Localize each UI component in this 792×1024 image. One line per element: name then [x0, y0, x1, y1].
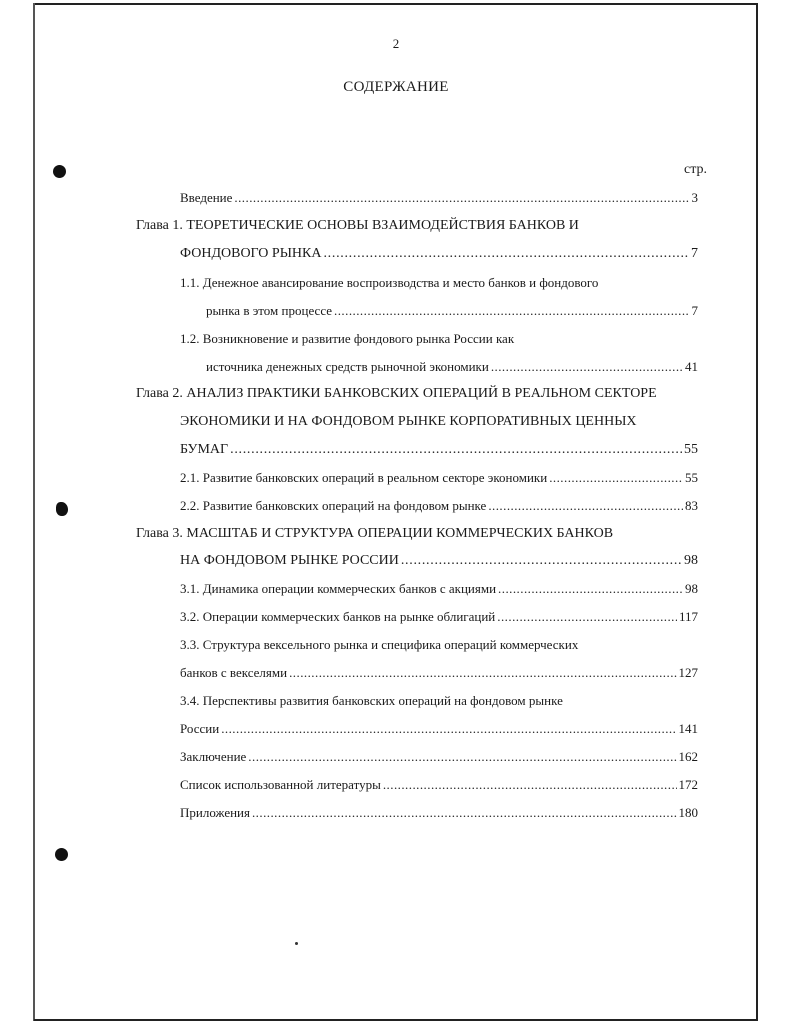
toc-chapter-2[interactable]: [180, 442, 698, 458]
toc-leader-dots: [289, 665, 676, 681]
page-column-label: стр.: [684, 162, 708, 177]
toc-entry-appendices[interactable]: [180, 805, 698, 821]
toc-leader-dots: [248, 749, 676, 765]
toc-entry-page: 55: [684, 442, 698, 457]
toc-entry-page: 127: [678, 665, 698, 680]
toc-leader-dots: [383, 777, 677, 793]
binder-hole-mark: [53, 165, 66, 178]
toc-leader-dots: [230, 442, 682, 458]
toc-entry-text: БУМАГ: [180, 442, 229, 457]
page-number: 2: [392, 36, 400, 51]
toc-entry-intro[interactable]: [180, 190, 698, 206]
toc-entry-text: 3.1. Динамика операции коммерческих банков с акциями: [180, 581, 497, 596]
toc-entry-conclusion[interactable]: [180, 749, 698, 765]
toc-entry-page: 141: [678, 721, 698, 736]
toc-entry-text: Заключение: [180, 749, 247, 764]
toc-entry-text: 2.2. Развитие банковских операций на фондовом рынке: [180, 498, 487, 513]
toc-entry-text: 3.2. Операции коммерческих банков на рынке облигаций: [180, 609, 496, 624]
toc-entry-page: 55: [685, 470, 698, 485]
toc-leader-dots: [221, 721, 676, 737]
scan-border-right: [756, 3, 758, 1021]
toc-entry-text: 2.1. Развитие банковских операций в реальном секторе экономики: [180, 470, 548, 485]
scan-speck: [295, 942, 298, 945]
toc-leader-dots: [488, 498, 683, 514]
toc-entry-page: 180: [678, 805, 698, 820]
toc-section-2-1[interactable]: [180, 470, 698, 486]
toc-chapter-3-line1[interactable]: Глава 3. МАСШТАБ И СТРУКТУРА ОПЕРАЦИИ КОММЕРЧЕСКИХ БАНКОВ: [136, 526, 614, 541]
toc-entry-page: 41: [685, 359, 698, 374]
scan-border-bottom: [34, 1019, 758, 1021]
toc-entry-page: 7: [691, 303, 698, 318]
toc-leader-dots: [234, 190, 689, 206]
page-title: СОДЕРЖАНИЕ: [343, 79, 449, 95]
toc-entry-text: ФОНДОВОГО РЫНКА: [180, 246, 322, 261]
toc-leader-dots: [549, 470, 683, 486]
toc-entry-text: НА ФОНДОВОМ РЫНКЕ РОССИИ: [180, 553, 399, 568]
toc-entry-references[interactable]: [180, 777, 698, 793]
toc-section-1-1-line1[interactable]: 1.1. Денежное авансирование воспроизводства и место банков и фондового: [180, 275, 599, 290]
toc-entry-text: Приложения: [180, 805, 250, 820]
toc-entry-text: источника денежных средств рыночной экономики: [206, 359, 489, 374]
toc-leader-dots: [252, 805, 677, 821]
toc-entry-page: 98: [684, 553, 698, 568]
toc-chapter-2-line1[interactable]: Глава 2. АНАЛИЗ ПРАКТИКИ БАНКОВСКИХ ОПЕРАЦИЙ В РЕАЛЬНОМ СЕКТОРЕ: [136, 386, 657, 401]
toc-section-2-2[interactable]: [180, 498, 698, 514]
toc-section-3-4-line1[interactable]: 3.4. Перспективы развития банковских операций на фондовом рынке: [180, 693, 563, 708]
toc-chapter-3[interactable]: [180, 553, 698, 569]
toc-section-3-4[interactable]: [180, 721, 698, 737]
scan-border-left: [33, 3, 35, 1021]
toc-leader-dots: [497, 609, 677, 625]
binder-hole-mark: [55, 848, 68, 861]
toc-entry-page: 162: [678, 749, 698, 764]
toc-leader-dots: [401, 553, 682, 569]
toc-chapter-1[interactable]: [180, 246, 698, 262]
toc-entry-page: 7: [691, 246, 698, 261]
toc-entry-text: банков с векселями: [180, 665, 288, 680]
toc-entry-page: 117: [678, 609, 698, 624]
toc-leader-dots: [498, 581, 683, 597]
toc-entry-page: 3: [691, 190, 698, 205]
toc-leader-dots: [491, 359, 683, 375]
toc-section-3-1[interactable]: [180, 581, 698, 597]
toc-leader-dots: [323, 246, 689, 262]
toc-section-1-2-line1[interactable]: 1.2. Возникновение и развитие фондового рынка России как: [180, 331, 515, 346]
toc-entry-text: рынка в этом процессе: [206, 303, 333, 318]
toc-leader-dots: [334, 303, 689, 319]
toc-entry-page: 83: [685, 498, 698, 513]
toc-section-3-2[interactable]: [180, 609, 698, 625]
toc-section-1-1[interactable]: [206, 303, 698, 319]
toc-entry-page: 98: [685, 581, 698, 596]
toc-entry-text: России: [180, 721, 220, 736]
toc-entry-page: 172: [678, 777, 698, 792]
toc-chapter-2-line2[interactable]: ЭКОНОМИКИ И НА ФОНДОВОМ РЫНКЕ КОРПОРАТИВНЫХ ЦЕННЫХ: [180, 414, 637, 429]
toc-chapter-1-line1[interactable]: Глава 1. ТЕОРЕТИЧЕСКИЕ ОСНОВЫ ВЗАИМОДЕЙСТВИЯ БАНКОВ И: [136, 218, 579, 233]
toc-section-1-2[interactable]: [206, 359, 698, 375]
toc-section-3-3[interactable]: [180, 665, 698, 681]
toc-section-3-3-line1[interactable]: 3.3. Структура вексельного рынка и специфика операций коммерческих: [180, 637, 579, 652]
binder-hole-mark: [56, 502, 68, 516]
scan-border-top: [34, 3, 757, 5]
toc-entry-text: Введение: [180, 190, 233, 205]
toc-entry-text: Список использованной литературы: [180, 777, 381, 792]
